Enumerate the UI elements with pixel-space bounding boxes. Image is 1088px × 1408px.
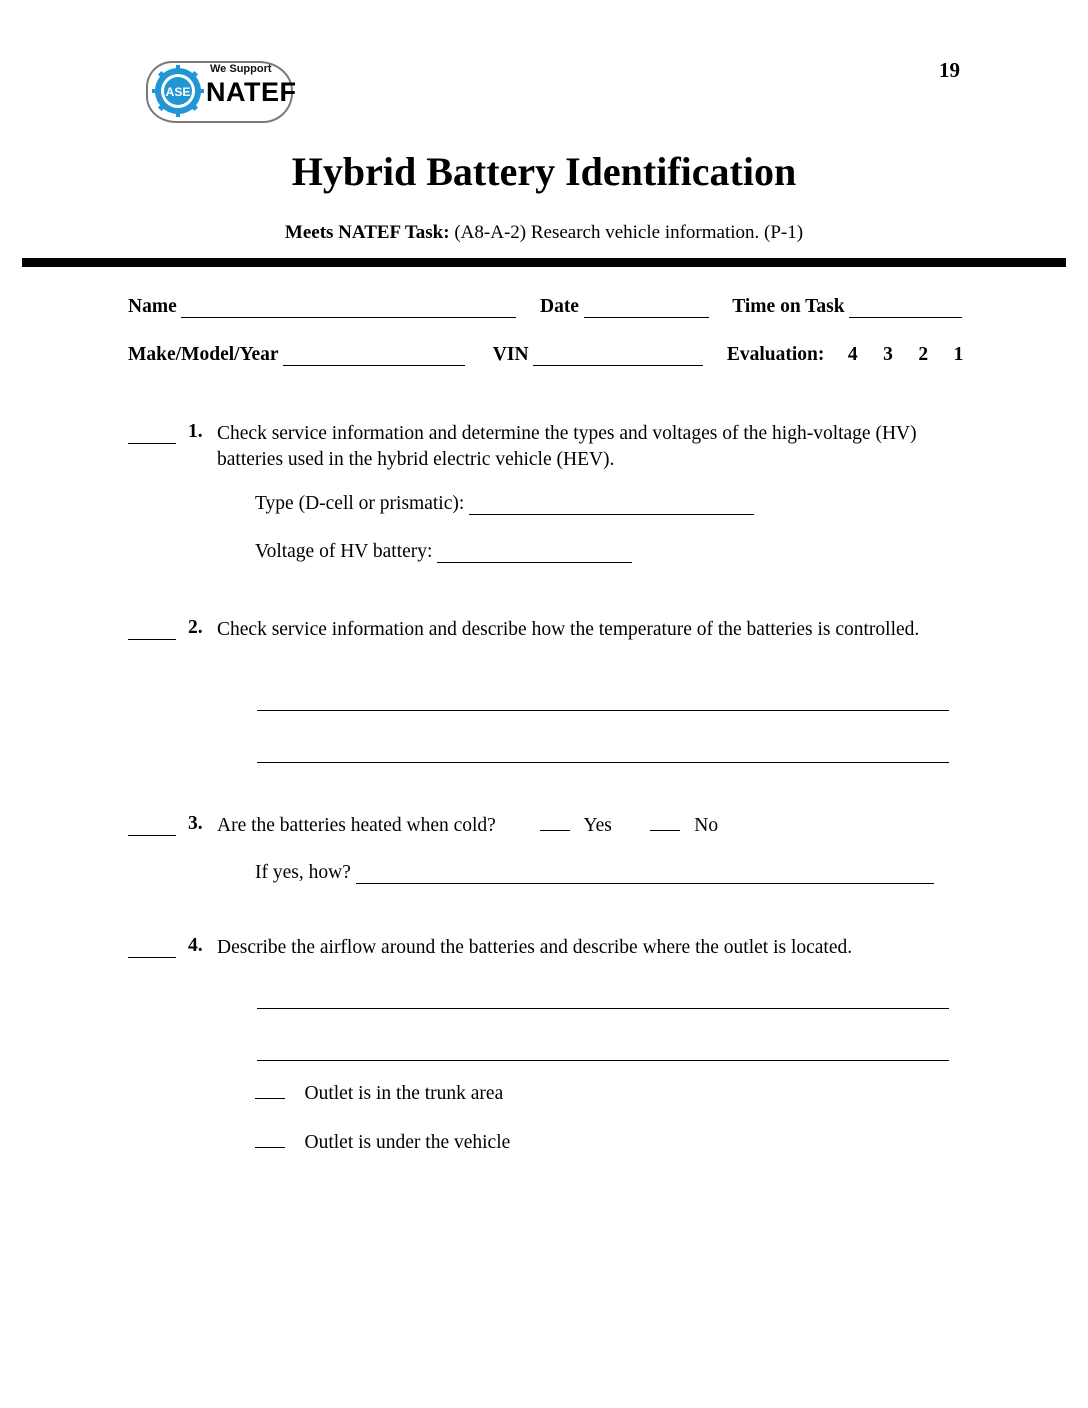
name-input[interactable]: [181, 298, 516, 318]
item-3-checkbox-blank[interactable]: [128, 835, 176, 836]
item-3-yes-checkbox[interactable]: [540, 814, 570, 831]
item-2-answer-line-2[interactable]: [257, 762, 949, 763]
item-1-type-row: [255, 493, 754, 515]
evaluation-option-1[interactable]: 1: [953, 344, 964, 365]
info-row-2: [128, 344, 963, 366]
item-3-row: [217, 813, 718, 839]
vin-input[interactable]: [533, 346, 703, 366]
item-4-number: 4.: [188, 935, 203, 956]
item-4-option-2-row: [255, 1131, 510, 1154]
date-label: Date: [539, 296, 579, 317]
item-1-type-input[interactable]: [469, 495, 754, 515]
item-3-no-checkbox[interactable]: [650, 814, 680, 831]
ase-gear-icon: [152, 65, 204, 117]
logo-we-support-text: We Support: [210, 63, 272, 75]
item-3-text: Are the batteries heated when cold?: [217, 815, 496, 836]
page-number: 19: [939, 58, 960, 82]
item-1-type-label: Type (D-cell or prismatic):: [255, 493, 465, 514]
item-3-yes-label: Yes: [583, 815, 612, 836]
header-divider: [22, 258, 1066, 267]
item-4-option-2-label: Outlet is under the vehicle: [304, 1132, 511, 1153]
vin-label: VIN: [492, 344, 529, 365]
item-2-text: Check service information and describe how the temperature of the batteries is controlled.: [217, 619, 920, 640]
item-4-option-1-label: Outlet is in the trunk area: [304, 1083, 504, 1104]
logo-natef-text: NATEF: [206, 77, 297, 107]
natef-logo: [140, 55, 295, 127]
item-3-followup-row: [255, 862, 934, 884]
item-4-checkbox-blank[interactable]: [128, 957, 176, 958]
item-3-number: 3.: [188, 813, 203, 834]
item-3-followup-label: If yes, how?: [255, 862, 351, 883]
item-3-no-label: No: [694, 815, 719, 836]
page-title: Hybrid Battery Identification: [291, 149, 797, 194]
evaluation-option-4[interactable]: 4: [847, 344, 858, 365]
time-on-task-input[interactable]: [849, 298, 962, 318]
item-4-option-1-checkbox[interactable]: [255, 1082, 285, 1099]
evaluation-option-3[interactable]: 3: [883, 344, 893, 365]
item-1-voltage-row: [255, 541, 632, 563]
task-subtitle-text: (A8-A-2) Research vehicle information. (P-1): [454, 222, 804, 243]
item-3-followup-input[interactable]: [356, 864, 934, 884]
evaluation-label: Evaluation:: [726, 344, 825, 365]
make-model-year-input[interactable]: [283, 346, 465, 366]
item-4-option-2-checkbox[interactable]: [255, 1131, 285, 1148]
item-1-number: 1.: [188, 421, 203, 442]
evaluation-option-2[interactable]: 2: [918, 344, 929, 365]
task-subtitle-label: Meets NATEF Task:: [284, 222, 450, 243]
item-1-voltage-label: Voltage of HV battery:: [255, 541, 433, 562]
item-1-checkbox-blank[interactable]: [128, 443, 176, 444]
item-4-text: Describe the airflow around the batteries and describe where the outlet is located.: [217, 937, 853, 958]
item-2-answer-line-1[interactable]: [257, 710, 949, 711]
info-row-1: [128, 296, 962, 318]
item-2-checkbox-blank[interactable]: [128, 639, 176, 640]
item-4-answer-line-1[interactable]: [257, 1008, 949, 1009]
task-subtitle: [0, 222, 1088, 244]
item-1-text: Check service information and determine the types and voltages of the high-voltage (HV) batteries used in the hybrid electric vehicle (HEV).: [217, 423, 917, 471]
name-label: Name: [128, 296, 177, 317]
date-input[interactable]: [584, 298, 709, 318]
logo-badge: [140, 55, 295, 127]
item-1-voltage-input[interactable]: [437, 543, 632, 563]
make-model-year-label: Make/Model/Year: [128, 344, 279, 365]
item-2-number: 2.: [188, 617, 203, 638]
item-4-option-1-row: [255, 1082, 503, 1105]
item-4-answer-line-2[interactable]: [257, 1060, 949, 1061]
time-on-task-label: Time on Task: [732, 296, 845, 317]
svg-text:ASE: ASE: [165, 85, 191, 99]
